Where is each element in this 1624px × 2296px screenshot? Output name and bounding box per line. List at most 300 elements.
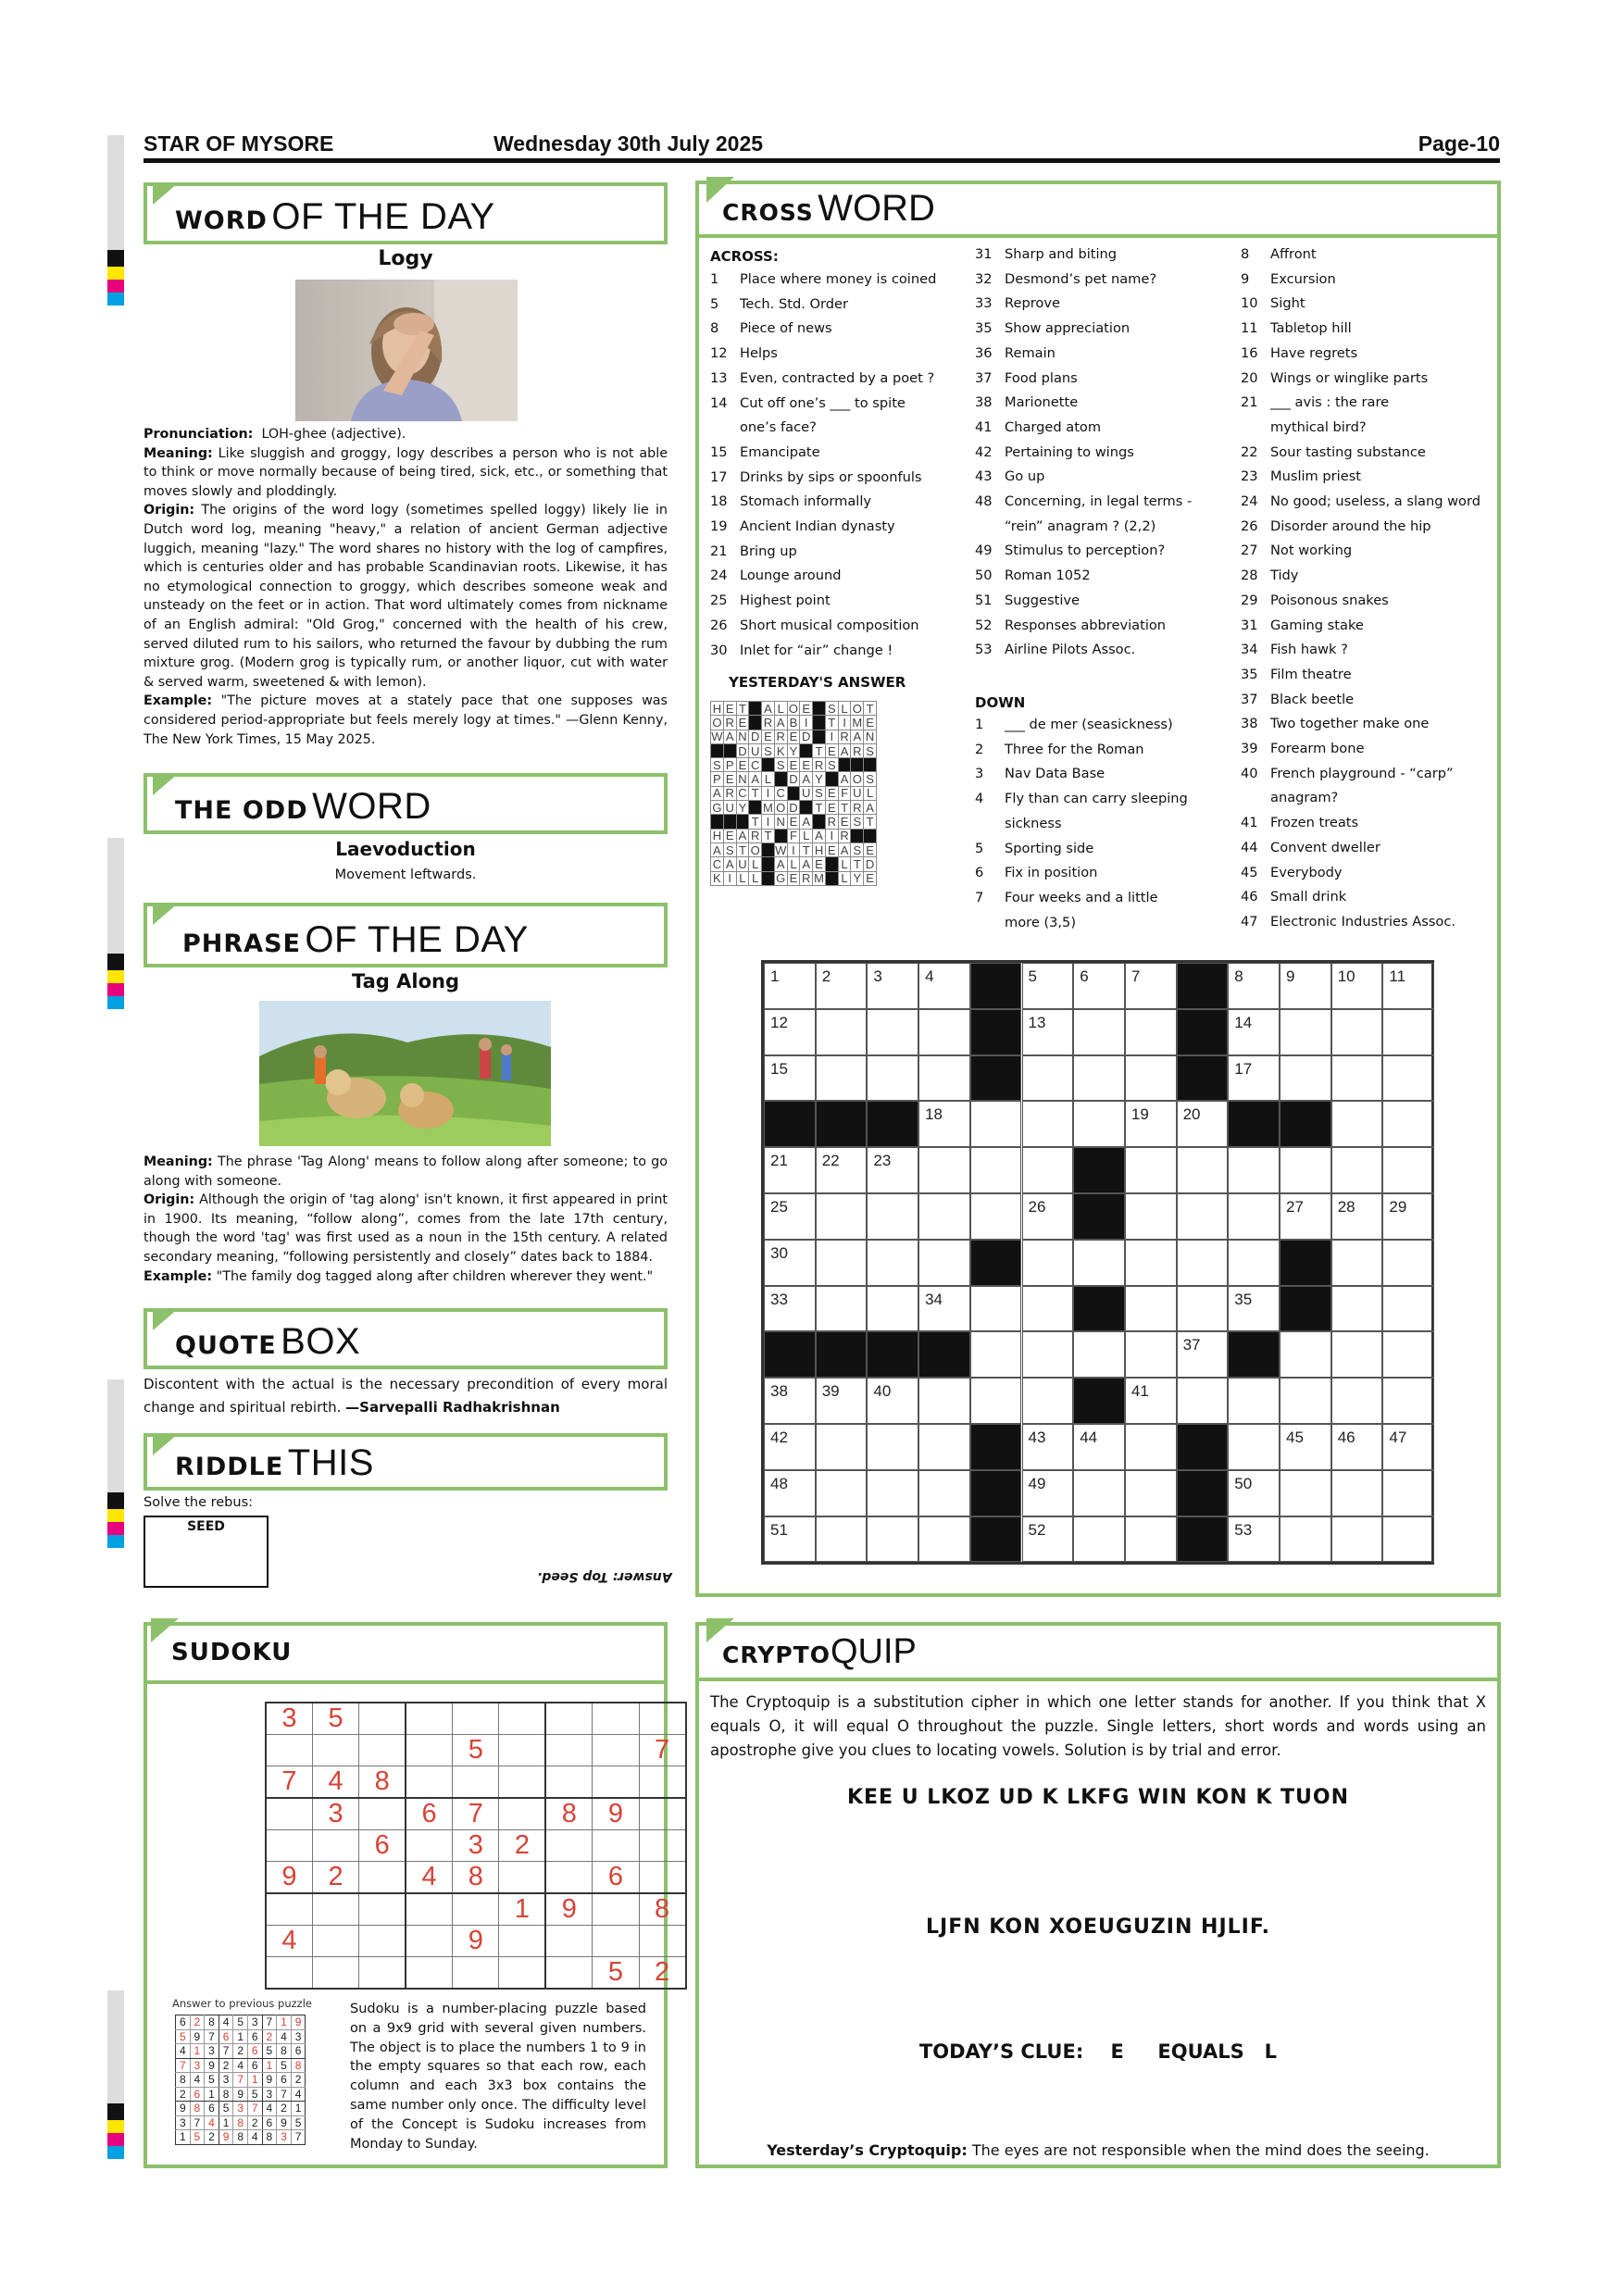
down-heading: DOWN [975,694,1026,711]
crossword-cell[interactable]: 25 [764,1193,816,1240]
crossword-cell[interactable]: 23 [867,1147,918,1193]
answer-cell: T [800,842,813,856]
empty-sudoku-cell[interactable] [266,1798,312,1830]
crossword-cell[interactable]: 38 [764,1378,816,1424]
empty-sudoku-cell[interactable] [266,1735,312,1766]
answer-cell: P [723,758,736,772]
crossword-cell[interactable] [1125,1055,1177,1102]
crossword-cell[interactable] [970,1286,1022,1332]
crossword-cell[interactable]: 5 [1022,963,1074,1009]
crossword-cell[interactable]: 39 [816,1378,868,1424]
empty-sudoku-cell[interactable] [359,1735,406,1766]
empty-sudoku-cell[interactable] [406,1830,452,1862]
crossword-cell[interactable] [816,1286,868,1332]
clue-number: 37 [975,369,993,386]
clue-number: 44 [1241,839,1258,855]
crossword-cell[interactable] [1073,1470,1125,1516]
crossword-cell[interactable] [1022,1147,1074,1193]
crossword-cell[interactable] [918,1470,970,1516]
empty-sudoku-cell[interactable] [545,1766,592,1799]
crossword-cell[interactable] [1280,1055,1331,1102]
clue-item [1241,342,1505,367]
crossword-cell[interactable] [1331,1286,1383,1332]
prev-sudoku-cell: 5 [176,2029,191,2044]
given-sudoku-cell: 8 [359,1766,406,1799]
crossword-cell[interactable] [918,1516,970,1563]
crossword-cell[interactable] [970,1147,1022,1193]
clue-number: 12 [710,345,728,362]
empty-sudoku-cell[interactable] [406,1893,452,1926]
empty-sudoku-cell[interactable] [499,1798,545,1830]
crossword-cell[interactable] [1382,1147,1434,1193]
answer-cell: C [774,786,787,800]
crossword-cell[interactable] [1125,1240,1177,1286]
black-square [764,1101,816,1147]
crossword-cell[interactable] [1177,1378,1229,1424]
crossword-cell[interactable] [1331,1009,1383,1055]
clue-text: Fish hawk ? [1270,642,1348,658]
riddle-answer: Answer: Top Seed. [537,1569,672,1584]
crossword-cell[interactable] [1280,1331,1331,1378]
empty-sudoku-cell[interactable] [406,1703,452,1735]
clue-text: Fly than can carry sleeping [1005,791,1188,807]
crossword-cell[interactable] [867,1424,918,1470]
empty-sudoku-cell[interactable] [266,1957,312,1990]
crossword-cell[interactable] [1125,1470,1177,1516]
empty-sudoku-cell[interactable] [453,1766,499,1799]
empty-sudoku-cell[interactable] [312,1893,358,1926]
cryptoquip-title [722,1634,917,1669]
black-square [813,815,826,829]
clue-number: 35 [975,320,993,337]
crossword-cell[interactable] [1382,1055,1434,1102]
crossword-cell[interactable] [1331,1147,1383,1193]
crossword-cell[interactable]: 33 [764,1286,816,1332]
answer-cell: A [749,772,762,786]
empty-sudoku-cell[interactable] [453,1703,499,1735]
crossword-cell[interactable] [970,1193,1022,1240]
crossword-cell[interactable] [816,1470,868,1516]
empty-sudoku-cell[interactable] [545,1862,592,1894]
crossword-cell[interactable]: 49 [1022,1470,1074,1516]
crossword-cell[interactable] [867,1193,918,1240]
empty-sudoku-cell[interactable] [593,1830,639,1862]
clue-item [975,367,1243,392]
black-square [970,1516,1022,1563]
clue-item [975,787,1243,812]
crossword-cell[interactable]: 21 [764,1147,816,1193]
crossword-cell[interactable] [1022,1055,1074,1102]
empty-sudoku-cell[interactable] [359,1703,406,1735]
crossword-cell[interactable]: 4 [918,963,970,1009]
empty-sudoku-cell[interactable] [499,1703,545,1735]
crossword-cell[interactable] [1073,1240,1125,1286]
odd-word-heading [144,773,668,834]
crossword-cell[interactable]: 53 [1228,1516,1280,1563]
clue-item [1241,515,1505,540]
crossword-cell[interactable] [867,1009,918,1055]
clue-item [1241,688,1505,713]
crossword-cell[interactable]: 6 [1073,963,1125,1009]
empty-sudoku-cell[interactable] [359,1926,406,1957]
crossword-cell[interactable]: 20 [1177,1101,1229,1147]
given-sudoku-cell: 3 [453,1830,499,1862]
empty-sudoku-cell[interactable] [359,1893,406,1926]
prev-sudoku-cell: 5 [233,2015,248,2030]
empty-sudoku-cell[interactable] [639,1830,685,1862]
crossword-cell[interactable] [1280,1516,1331,1563]
answer-cell: W [711,730,723,744]
crossword-cell[interactable] [1125,1147,1177,1193]
empty-sudoku-cell[interactable] [266,1893,312,1926]
crossword-cell[interactable]: 22 [816,1147,868,1193]
crossword-cell[interactable]: 44 [1073,1424,1125,1470]
crossword-cell[interactable]: 19 [1125,1101,1177,1147]
prev-sudoku-cell: 9 [205,2058,219,2073]
empty-sudoku-cell[interactable] [545,1703,592,1735]
crossword-cell[interactable]: 50 [1228,1470,1280,1516]
answer-cell: A [800,772,813,786]
crossword-cell[interactable]: 9 [1280,963,1331,1009]
crossword-cell[interactable] [1331,1470,1383,1516]
crossword-cell[interactable] [918,1424,970,1470]
crossword-cell[interactable]: 12 [764,1009,816,1055]
crossword-cell[interactable]: 18 [918,1101,970,1147]
crossword-cell[interactable] [1382,1378,1434,1424]
title-light: WORD [312,786,431,827]
prev-sudoku-cell: 3 [247,2015,262,2030]
empty-sudoku-cell[interactable] [499,1957,545,1990]
crossword-cell[interactable] [970,1101,1022,1147]
black-square [1073,1193,1125,1240]
crossword-cell[interactable] [1280,1378,1331,1424]
empty-sudoku-cell[interactable] [499,1766,545,1799]
crossword-cell[interactable]: 3 [867,963,918,1009]
empty-sudoku-cell[interactable] [359,1798,406,1830]
crossword-cell[interactable] [816,1193,868,1240]
crossword-cell[interactable] [1125,1193,1177,1240]
crossword-cell[interactable] [1228,1147,1280,1193]
pron-label: Pronunciation: [144,427,254,442]
crossword-cell[interactable] [1331,1101,1383,1147]
crossword-cell[interactable]: 14 [1228,1009,1280,1055]
crossword-cell[interactable]: 8 [1228,963,1280,1009]
prev-sudoku-cell: 9 [233,2087,248,2102]
crossword-cell[interactable] [1331,1331,1383,1378]
clue-number: 1 [975,717,984,732]
answer-cell: I [825,829,838,842]
black-square [723,815,736,829]
clue-item [710,416,969,441]
crossword-cell[interactable]: 41 [1125,1378,1177,1424]
crossword-cell[interactable] [816,1055,868,1102]
black-square [1177,1055,1229,1102]
riddle-heading [144,1433,668,1491]
prev-sudoku-cell: 2 [277,2102,292,2116]
crossword-cell[interactable]: 13 [1022,1009,1074,1055]
clue-number: 41 [1241,815,1258,831]
clue-text: ___ avis : the rare [1270,394,1390,411]
crossword-cell[interactable] [816,1516,868,1563]
crossword-cell[interactable] [1073,1101,1125,1147]
crossword-cell[interactable] [1382,1470,1434,1516]
crossword-cell[interactable] [1177,1286,1229,1332]
crossword-cell[interactable] [1331,1516,1383,1563]
answer-cell: T [749,815,762,829]
crossword-cell[interactable] [918,1055,970,1102]
empty-sudoku-cell[interactable] [593,1703,639,1735]
answer-cell: A [838,772,851,786]
clue-text: Responses abbreviation [1005,617,1167,633]
crossword-cell[interactable] [918,1240,970,1286]
answer-cell: R [813,758,826,772]
crossword-cell[interactable] [1382,1516,1434,1563]
yesterday-heading: YESTERDAY'S ANSWER [729,674,906,691]
crossword-cell[interactable]: 47 [1382,1424,1434,1470]
empty-sudoku-cell[interactable] [406,1957,452,1990]
empty-sudoku-cell[interactable] [312,1830,358,1862]
crossword-cell[interactable]: 10 [1331,963,1383,1009]
crossword-cell[interactable] [1125,1424,1177,1470]
crossword-cell[interactable]: 40 [867,1378,918,1424]
given-sudoku-cell: 8 [545,1798,592,1830]
clue-text: Film theatre [1270,666,1352,682]
empty-sudoku-cell[interactable] [453,1893,499,1926]
crossword-cell[interactable] [1331,1378,1383,1424]
crossword-cell[interactable] [816,1240,868,1286]
crossword-cell[interactable] [1382,1331,1434,1378]
crossword-cell[interactable]: 30 [764,1240,816,1286]
given-sudoku-cell: 3 [266,1703,312,1735]
crossword-cell[interactable] [970,1331,1022,1378]
crossword-cell[interactable] [1280,1009,1331,1055]
prev-sudoku-cell: 6 [247,2044,262,2059]
crossword-cell[interactable] [1228,1378,1280,1424]
answer-cell: E [787,815,800,829]
empty-sudoku-cell[interactable] [639,1766,685,1799]
answer-cell: S [851,815,864,829]
crossword-cell[interactable] [1331,1240,1383,1286]
empty-sudoku-cell[interactable] [312,1735,358,1766]
crossword-cell[interactable] [1280,1147,1331,1193]
answer-cell: R [749,829,762,842]
color-mark [107,970,124,983]
empty-sudoku-cell[interactable] [266,1830,312,1862]
crossword-cell[interactable] [1382,1009,1434,1055]
answer-cell: L [864,786,877,800]
answer-cell: T [749,786,762,800]
answer-cell: O [776,800,786,815]
answer-cell: N [736,730,749,743]
crossword-cell[interactable] [867,1286,918,1332]
crossword-cell[interactable] [1382,1101,1434,1147]
answer-cell: E [825,786,838,800]
crossword-cell[interactable]: 11 [1382,963,1434,1009]
clue-text: Place where money is coined [740,271,937,287]
empty-sudoku-cell[interactable] [639,1798,685,1830]
meaning-text: The phrase 'Tag Along' means to follow along after someone; to go along with someone. [144,1154,668,1189]
crossword-cell[interactable] [918,1193,970,1240]
empty-sudoku-cell[interactable] [593,1926,639,1957]
crossword-cell[interactable] [1125,1516,1177,1563]
clue-number: 47 [1241,913,1258,930]
crossword-cell[interactable] [1177,1193,1229,1240]
origin-text: The origins of the word logy (sometimes spelled loggy) likely lie in Dutch word log, meaning "heavy," a relation of ancient German adjective luggich, meaning "lazy." The word shares no history with the log of campfires, which is centuries older and has probable Scandinavian roots. Likewise, it has no etymological connection to groggy, which describes someone weak and unsteady on the feet or in action. That word ultimately comes from nickname of an English admiral: "Old Grog," concerned with the health of his crew, served diluted rum to his sailors, who returned the favour by dubbing the rum mixture grog. (Modern grog is typically rum, or another liquor, cut with water & served warm, sweetened & with lemon). [144,503,668,690]
crossword-cell[interactable]: 37 [1177,1331,1229,1378]
crossword-cell[interactable] [1022,1240,1074,1286]
empty-sudoku-cell[interactable] [406,1735,452,1766]
empty-sudoku-cell[interactable] [499,1862,545,1894]
crossword-cell[interactable]: 7 [1125,963,1177,1009]
example-label: Example: [144,1268,213,1284]
clue-text: Lounge around [740,568,842,584]
prev-sudoku-cell: 3 [190,2058,205,2073]
crossword-cell[interactable] [1022,1331,1074,1378]
clue-number: 5 [710,295,719,312]
clue-text: Electronic Industries Assoc. [1270,913,1456,930]
crossword-cell[interactable] [970,1378,1022,1424]
empty-sudoku-cell[interactable] [545,1830,592,1862]
prev-sudoku-cell: 5 [277,2058,292,2073]
clue-number: 46 [1241,889,1258,905]
crossword-cell[interactable] [867,1516,918,1563]
crossword-cell[interactable] [816,1424,868,1470]
crossword-cell[interactable] [867,1055,918,1102]
empty-sudoku-cell[interactable] [545,1957,592,1990]
crossword-cell[interactable]: 29 [1382,1193,1434,1240]
crossword-cell[interactable]: 46 [1331,1424,1383,1470]
clue-item [975,490,1243,515]
crossword-cell[interactable] [1125,1009,1177,1055]
empty-sudoku-cell[interactable] [639,1703,685,1735]
empty-sudoku-cell[interactable] [639,1926,685,1957]
clue-number: 13 [710,369,728,386]
empty-sudoku-cell[interactable] [593,1766,639,1799]
black-square [970,1240,1022,1286]
crossword-cell[interactable]: 28 [1331,1193,1383,1240]
empty-sudoku-cell[interactable] [359,1957,406,1990]
crossword-cell[interactable] [1022,1101,1074,1147]
crossword-cell[interactable]: 52 [1022,1516,1074,1563]
quote-author: —Sarvepalli Radhakrishnan [345,1399,560,1416]
empty-sudoku-cell[interactable] [312,1926,358,1957]
crossword-cell[interactable] [918,1378,970,1424]
crossword-cell[interactable] [1228,1240,1280,1286]
clue-number: 21 [710,543,728,559]
crossword-cell[interactable] [867,1240,918,1286]
crossword-cell[interactable] [1177,1147,1229,1193]
answer-cell: T [736,702,749,716]
crossword-cell[interactable]: 17 [1228,1055,1280,1102]
prev-sudoku-cell: 9 [176,2102,191,2116]
crossword-cell[interactable]: 45 [1280,1424,1331,1470]
clue-number: 9 [1241,270,1250,287]
empty-sudoku-cell[interactable] [593,1893,639,1926]
empty-sudoku-cell[interactable] [406,1926,452,1957]
empty-sudoku-cell[interactable] [593,1735,639,1766]
crossword-cell[interactable]: 51 [764,1516,816,1563]
crossword-cell[interactable] [1125,1286,1177,1332]
crossword-cell[interactable] [1382,1286,1434,1332]
answer-cell: I [723,871,736,885]
empty-sudoku-cell[interactable] [545,1735,592,1766]
crossword-cell[interactable] [1073,1009,1125,1055]
crossword-cell[interactable] [867,1470,918,1516]
answer-cell: O [852,701,862,716]
crossword-cell[interactable] [1280,1470,1331,1516]
empty-sudoku-cell[interactable] [499,1735,545,1766]
crossword-cell[interactable]: 1 [764,963,816,1009]
crossword-cell[interactable]: 26 [1022,1193,1074,1240]
clue-number: 25 [710,593,728,609]
crossword-cell[interactable] [1177,1240,1229,1286]
crossword-cell[interactable] [1022,1378,1074,1424]
crossword-cell[interactable] [1073,1331,1125,1378]
crossword-cell[interactable]: 43 [1022,1424,1074,1470]
crossword-cell[interactable] [918,1147,970,1193]
crossword-cell[interactable]: 48 [764,1470,816,1516]
empty-sudoku-cell[interactable] [499,1926,545,1957]
clue-item [1241,317,1505,342]
crossword-cell[interactable]: 2 [816,963,868,1009]
crossword-cell[interactable] [1228,1424,1280,1470]
crossword-cell[interactable]: 34 [918,1286,970,1332]
crossword-cell[interactable]: 27 [1280,1193,1331,1240]
crossword-cell[interactable] [1382,1240,1434,1286]
answer-cell: T [813,743,826,757]
crossword-cell[interactable]: 35 [1228,1286,1280,1332]
crossword-cell[interactable]: 15 [764,1055,816,1102]
clue-item [1241,737,1505,762]
clue-item [710,293,969,318]
crossword-cell[interactable] [1228,1193,1280,1240]
clue-text: Airline Pilots Assoc. [1005,642,1136,658]
empty-sudoku-cell[interactable] [406,1766,452,1799]
empty-sudoku-cell[interactable] [359,1862,406,1894]
clue-number: 24 [710,568,728,584]
crossword-cell[interactable] [816,1009,868,1055]
prev-sudoku-cell: 8 [205,2015,219,2030]
section-title [175,1323,360,1360]
yesterday-cryptoquip-label: Yesterday’s Cryptoquip: [767,2141,968,2159]
crossword-cell[interactable] [1022,1286,1074,1332]
meaning-label: Meaning: [144,1154,213,1169]
section-title [175,788,431,825]
crossword-cell[interactable] [1073,1055,1125,1102]
crossword-cell[interactable] [1125,1331,1177,1378]
answer-cell: N [774,815,787,829]
crossword-cell[interactable] [1073,1516,1125,1563]
clue-number: 31 [975,246,993,262]
empty-sudoku-cell[interactable] [453,1957,499,1990]
crossword-cell[interactable] [1331,1055,1383,1102]
clue-number: 3 [975,766,984,782]
yesterday-answer-grid [710,701,877,886]
answer-cell: S [851,842,864,856]
clue-text: Piece of news [740,320,832,337]
rebus-box [144,1516,269,1588]
clue-number: 53 [975,642,993,658]
crossword-cell[interactable]: 42 [764,1424,816,1470]
black-square [749,702,762,716]
empty-sudoku-cell[interactable] [312,1957,358,1990]
clue-text: Convent dweller [1270,839,1380,855]
empty-sudoku-cell[interactable] [545,1926,592,1957]
clue-item [1241,465,1505,490]
crossword-cell[interactable] [918,1009,970,1055]
empty-sudoku-cell[interactable] [639,1862,685,1894]
clue-text: Frozen treats [1270,815,1359,831]
